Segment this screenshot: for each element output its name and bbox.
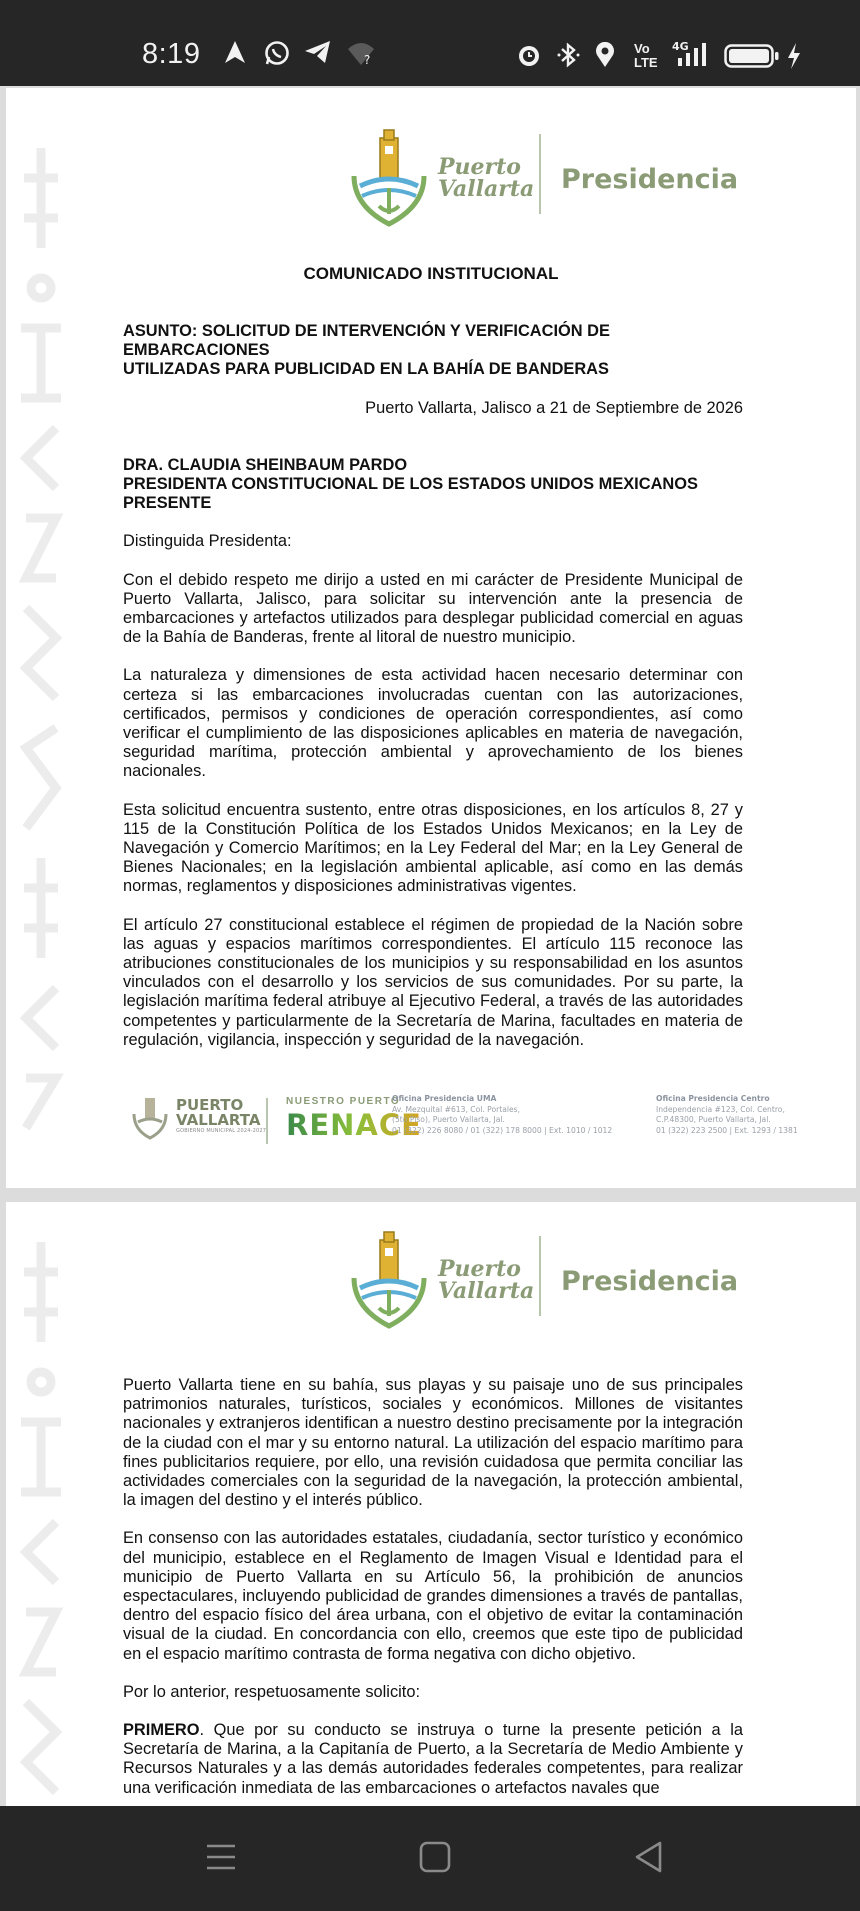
- subject-line-2: EMBARCACIONES: [123, 341, 270, 360]
- document-viewer[interactable]: [0, 86, 860, 1806]
- department-name: Presidencia: [561, 1266, 739, 1297]
- paragraph: Por lo anterior, respetuosamente solicito:: [123, 1682, 421, 1701]
- logo-wordmark: [438, 156, 534, 200]
- addressee-presente: PRESENTE: [123, 494, 212, 513]
- status-time: 8:19: [142, 38, 201, 70]
- telegram-icon: [304, 40, 332, 69]
- logo-wordmark-line1: Puerto: [438, 1256, 521, 1282]
- logo-wordmark: [438, 1258, 534, 1302]
- paragraph: La naturaleza y dimensiones de esta actividad hacen necesario determinar con certeza si las embarcaciones involucradas cuentan con las autorizaciones, certificados, permisos y condiciones de operación correspondientes, así como verificar el cumplimiento de las disposiciones aplicables en materia de navegación, seguridad marítima, protección ambiental y aprovechamiento de los bienes nacionales.: [123, 666, 743, 781]
- volte-icon: Vo LTE: [634, 41, 658, 70]
- office-centro-title: Oficina Presidencia Centro: [656, 1094, 770, 1103]
- addressee-name: DRA. CLAUDIA SHEINBAUM PARDO: [123, 455, 408, 474]
- footer-pv-logo: [176, 1098, 266, 1135]
- logo-wordmark-line2: Vallarta: [438, 1278, 535, 1304]
- network-type-label: 4G: [672, 40, 689, 53]
- document-title: COMUNICADO INSTITUCIONAL: [303, 264, 559, 283]
- footer-office-uma: [392, 1094, 612, 1136]
- whatsapp-icon: [264, 40, 290, 71]
- battery-icon: [724, 44, 780, 73]
- footer-divider: [266, 1098, 268, 1144]
- department-name: Presidencia: [561, 164, 739, 195]
- paragraph: Con el debido respeto me dirijo a usted en mi carácter de Presidente Municipal de Puerto Vallarta, Jalisco, para solicitar su intervención ante la presencia de embarcaciones y artefactos utilizados para desplegar publicidad comercial en aguas de la Bahía de Banderas, frente al litoral de nuestro municipio.: [123, 570, 743, 647]
- petition-primero: [123, 1721, 743, 1798]
- alarm-icon: [516, 42, 542, 73]
- home-square-icon[interactable]: [418, 1840, 452, 1879]
- bluetooth-icon: [556, 42, 582, 73]
- paragraph: El artículo 27 constitucional establece el régimen de propiedad de la Nación sobre las aguas y espacios marítimos correspondientes. El artículo 115 reconoce las atribuciones constitucionales de los municipios y su responsabilidad en los asuntos vinculados con el desarrollo y los servicios de sus comunidades. Por su parte, la legislación marítima federal atribuye al Ejecutivo Federal, a través de las autoridades competentes y particularmente de la Secretaría de Marina, facultades en materia de regulación, vigilancia, inspección y seguridad de la navegación.: [123, 915, 743, 1049]
- primero-label: PRIMERO: [123, 1721, 200, 1740]
- page-footer: [66, 1094, 826, 1168]
- subject-line-3: UTILIZADAS PARA PUBLICIDAD EN LA BAHÍA DE BANDERAS: [123, 360, 609, 379]
- svg-text:?: ?: [364, 53, 371, 66]
- watermark-pattern: [16, 1232, 66, 1806]
- office-uma-line1: Av. Mezquital #613, Col. Portales,: [392, 1104, 521, 1114]
- dateline: Puerto Vallarta, Jalisco a 21 de Septiembre de 2026: [365, 398, 743, 417]
- footer-pv-line1: PUERTO: [176, 1096, 244, 1114]
- paragraph: Puerto Vallarta tiene en su bahía, sus playas y su paisaje uno de sus principales patrimonios naturales, turísticos, sociales y económicos. Millones de visitantes nacionales y extranjeros identifican a nuestro destino precisamente por la integración de la ciudad con el mar y su entorno natural. La utilización del espacio marítimo para fines publicitarios requiere, por ello, una revisión cuidadosa que permita conciliar las actividades comerciales con la seguridad de la navegación, la protección ambiental, la imagen del destino y el interés público.: [123, 1376, 743, 1510]
- paragraph: En consenso con las autoridades estatales, ciudadanía, sector turístico y económico del municipio, establece en el Reglamento de Imagen Visual e Identidad para el municipio de Puerto Vallarta en su Artículo 56, la prohibición de anuncios espectaculares, incluyendo publicidad de grandes dimensiones a través de pantallas, dentro del espacio físico del área urbana, con el objetivo de evitar la contaminación visual de la ciudad. En concordancia con ello, creemos que este tipo de publicidad en el espacio marítimo contrasta de forma negativa con dicho objetivo.: [123, 1529, 743, 1663]
- document-body-page-1: [123, 322, 743, 1069]
- logo-wordmark-line2: Vallarta: [438, 176, 535, 202]
- document-page-2: [6, 1202, 856, 1806]
- office-centro-phone: 01 (322) 223 2500 | Ext. 1293 / 1381: [656, 1125, 798, 1135]
- addressee-block: [123, 456, 743, 514]
- header-logo: [346, 128, 746, 228]
- logo-wordmark-line1: Puerto: [438, 154, 521, 180]
- office-uma-phone: 01 (322) 226 8080 / 01 (322) 178 8000 | Ext. 1010 / 1012: [392, 1125, 613, 1135]
- navigation-bar: [0, 1806, 860, 1911]
- addressee-title: PRESIDENTA CONSTITUCIONAL DE LOS ESTADOS UNIDOS MEXICANOS: [123, 475, 698, 494]
- location-icon: [594, 42, 616, 73]
- salutation: Distinguida Presidenta:: [123, 532, 292, 551]
- subject-block: [123, 322, 743, 380]
- footer-slogan: NUESTRO PUERTO: [286, 1096, 401, 1107]
- status-bar: [0, 0, 860, 86]
- primero-text: . Que por su conducto se instruya o turne la presente petición a la Secretaría de Marina, a la Capitanía de Puerto, a la Secretaría de Medio Ambiente y Recursos Naturales y a las demás autoridades federales competentes, para realizar una verificación inmediata de las embarcaciones o artefactos navales que: [123, 1721, 743, 1797]
- office-uma-line2: (5to Piso), Puerto Vallarta, Jal.: [392, 1115, 505, 1124]
- office-centro-line2: C.P.48300, Puerto Vallarta, Jal.: [656, 1115, 771, 1124]
- charging-icon: [786, 42, 802, 75]
- logo-divider: [539, 1236, 541, 1316]
- puerto-vallarta-emblem-icon: [346, 1230, 432, 1330]
- footer-emblem-icon: [130, 1094, 170, 1140]
- document-body-page-2: [123, 1376, 743, 1806]
- footer-renace-logo: RENACE: [286, 1108, 422, 1142]
- recents-menu-icon[interactable]: [204, 1840, 238, 1879]
- document-page-1: [6, 88, 856, 1188]
- signal-icon: [668, 40, 712, 73]
- subject-line-1: ASUNTO: SOLICITUD DE INTERVENCIÓN Y VERIFICACIÓN DE: [123, 322, 610, 340]
- navigation-arrow-icon: [224, 40, 246, 69]
- office-centro-line1: Independencia #123, Col. Centro,: [656, 1104, 785, 1114]
- footer-pv-line2: VALLARTA: [176, 1111, 261, 1129]
- office-uma-title: Oficina Presidencia UMA: [392, 1094, 497, 1103]
- puerto-vallarta-emblem-icon: [346, 128, 432, 228]
- wifi-question-icon: [346, 40, 376, 71]
- header-logo: [346, 1230, 746, 1330]
- back-triangle-icon[interactable]: [632, 1840, 666, 1879]
- footer-pv-sub: GOBIERNO MUNICIPAL 2024-2027: [176, 1128, 267, 1134]
- logo-divider: [539, 134, 541, 214]
- paragraph: Esta solicitud encuentra sustento, entre otras disposiciones, en los artículos 8, 27 y 115 de la Constitución Política de los Estados Unidos Mexicanos; en la Ley de Navegación y Comercio Marítimos; en la Ley Federal del Mar; en la Ley General de Bienes Nacionales; en la legislación ambiental aplicable, así como en las demás normas, reglamentos y disposiciones administrativas vigentes.: [123, 800, 743, 896]
- footer-office-centro: [656, 1094, 798, 1136]
